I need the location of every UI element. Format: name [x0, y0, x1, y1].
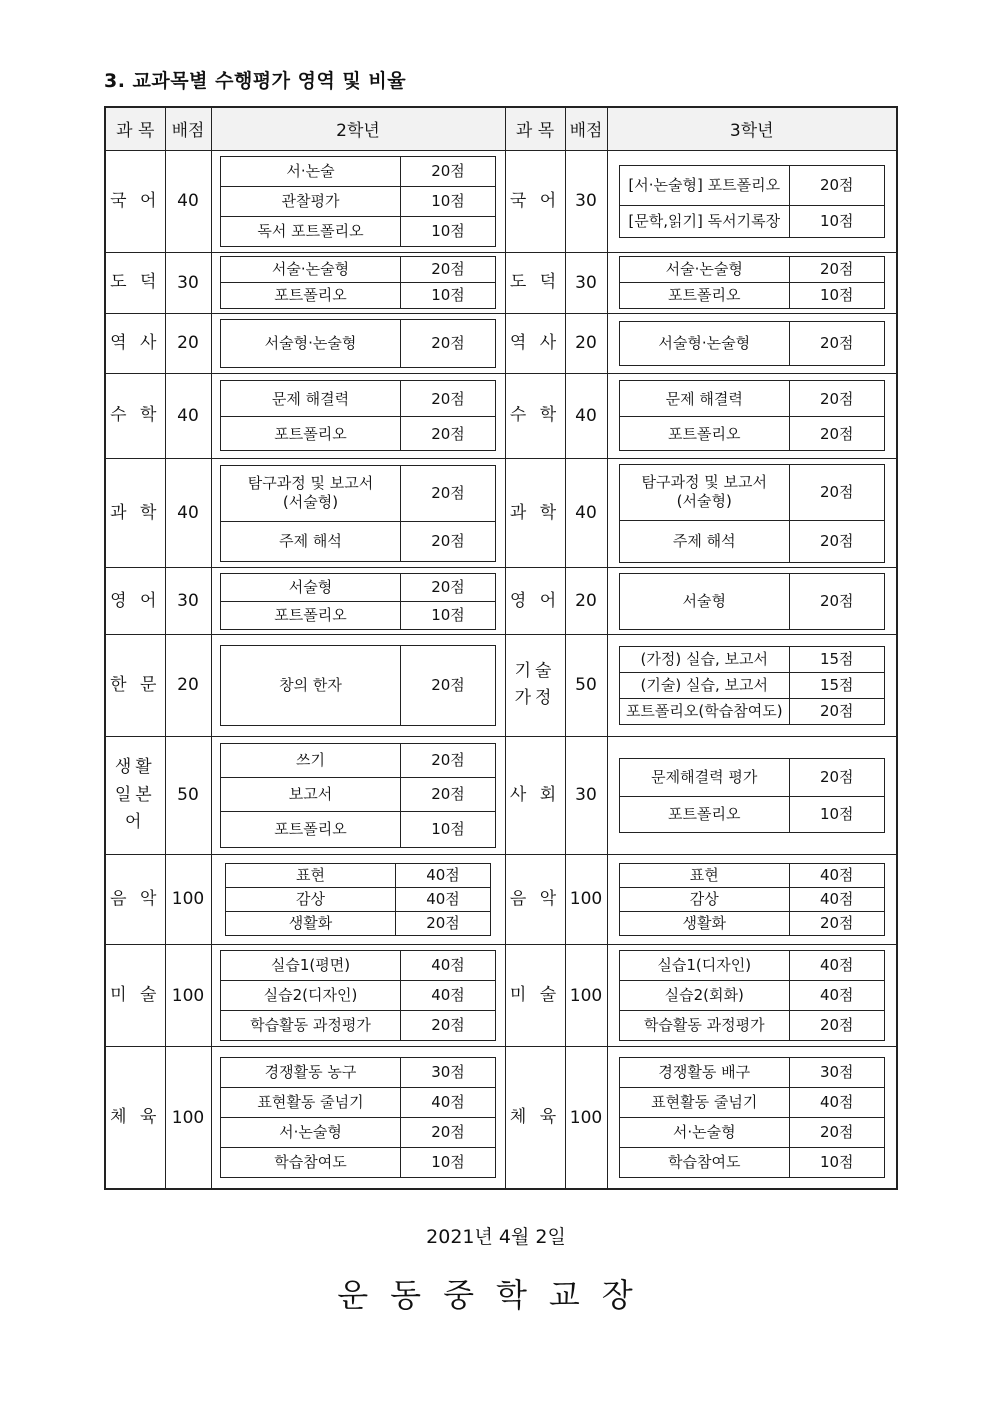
assessment-item-points: 40점 [789, 951, 884, 981]
assessment-items-table [220, 573, 496, 630]
assessment-item-points: 20점 [401, 645, 496, 725]
assessment-item-name: 포트폴리오 [221, 811, 401, 847]
subject-score-grade2: 30 [165, 252, 211, 313]
assessment-item-points: 20점 [401, 319, 496, 367]
assessment-items-cell [607, 635, 897, 736]
assessment-items-table [619, 165, 885, 238]
assessment-items-cell [607, 854, 897, 944]
assessment-items-cell [211, 150, 505, 252]
subject-name-grade3: 역 사 [505, 313, 565, 373]
assessment-item-points: 20점 [789, 698, 884, 724]
assessment-item-name: 창의 한자 [221, 645, 401, 725]
assessment-item-name: 포트폴리오(학습참여도) [619, 698, 789, 724]
assessment-item-name: 서술형 [221, 573, 401, 601]
assessment-items-cell [607, 373, 897, 458]
assessment-item-points: 20점 [401, 156, 496, 186]
header-score-3: 배점 [565, 107, 607, 150]
assessment-items-cell [211, 944, 505, 1046]
assessment-item-name: 보고서 [221, 777, 401, 811]
assessment-items-cell [607, 736, 897, 854]
assessment-item-name: 실습1(디자인) [619, 951, 789, 981]
assessment-item-name: 서술·논술형 [619, 257, 789, 283]
assessment-items-table [619, 863, 885, 936]
assessment-item-points: 20점 [789, 257, 884, 283]
subject-name-grade2: 역 사 [105, 313, 165, 373]
assessment-item-name: 서·논술형 [619, 1118, 789, 1148]
assessment-item-name: 경쟁활동 배구 [619, 1058, 789, 1088]
subject-score-grade2: 40 [165, 373, 211, 458]
assessment-items-table [619, 464, 885, 563]
assessment-items-table [619, 950, 885, 1041]
header-subject-3: 과 목 [505, 107, 565, 150]
subject-row [105, 568, 897, 635]
assessment-item-points: 20점 [401, 417, 496, 451]
subject-score-grade3: 100 [565, 854, 607, 944]
assessment-item-name: 실습1(평면) [221, 951, 401, 981]
subject-name-grade3: 수 학 [505, 373, 565, 458]
assessment-item-name: 학습참여도 [221, 1148, 401, 1178]
assessment-item-name: 탐구과정 및 보고서 (서술형) [619, 464, 789, 520]
subject-name-grade3: 영 어 [505, 568, 565, 635]
assessment-item-name: 독서 포트폴리오 [221, 216, 401, 246]
assessment-items-cell [607, 944, 897, 1046]
assessment-item-name: 서술형 [619, 573, 789, 629]
assessment-item-name: (가정) 실습, 보고서 [619, 646, 789, 672]
subject-score-grade3: 100 [565, 1047, 607, 1189]
subject-score-grade3: 40 [565, 373, 607, 458]
assessment-items-table [220, 380, 496, 451]
assessment-items-table [619, 573, 885, 630]
assessment-item-name: 주제 해석 [221, 521, 401, 561]
assessment-item-points: 30점 [789, 1058, 884, 1088]
subject-name-grade3: 미 술 [505, 944, 565, 1046]
subject-row [105, 1047, 897, 1189]
assessment-items-table [220, 950, 496, 1041]
assessment-item-name: 서술형·논술형 [221, 319, 401, 367]
assessment-item-name: 생활화 [226, 911, 396, 935]
assessment-items-table [619, 758, 885, 833]
assessment-item-name: [문학,읽기] 독서기록장 [619, 205, 789, 237]
assessment-item-points: 20점 [789, 758, 884, 796]
assessment-item-name: 생활화 [619, 911, 789, 935]
assessment-item-name: 서·논술 [221, 156, 401, 186]
assessment-item-name: 감상 [226, 887, 396, 911]
assessment-item-points: 15점 [789, 646, 884, 672]
assessment-item-name: 표현 [226, 863, 396, 887]
assessment-item-points: 20점 [789, 417, 884, 451]
assessment-items-table [619, 646, 885, 725]
assessment-items-table [220, 256, 496, 309]
header-grade3: 3학년 [607, 107, 897, 150]
assessment-item-points: 20점 [789, 520, 884, 562]
assessment-item-points: 40점 [401, 951, 496, 981]
assessment-item-name: 학습활동 과정평가 [619, 1011, 789, 1041]
subject-row [105, 150, 897, 252]
assessment-item-points: 20점 [789, 464, 884, 520]
assessment-item-points: 20점 [401, 465, 496, 521]
assessment-items-table [220, 645, 496, 726]
assessment-item-points: 10점 [789, 796, 884, 832]
assessment-items-cell [607, 1047, 897, 1189]
subject-name-grade3: 도 덕 [505, 252, 565, 313]
subject-row [105, 854, 897, 944]
assessment-item-name: 쓰기 [221, 743, 401, 777]
assessment-items-cell [211, 854, 505, 944]
assessment-item-points: 20점 [789, 321, 884, 365]
assessment-item-name: 서술·논술형 [221, 257, 401, 283]
assessment-items-cell [607, 252, 897, 313]
assessment-item-points: 20점 [789, 911, 884, 935]
assessment-item-points: 10점 [789, 205, 884, 237]
assessment-items-cell [211, 736, 505, 854]
assessment-items-table [220, 1057, 496, 1178]
subject-score-grade3: 30 [565, 252, 607, 313]
subject-name-grade2: 도 덕 [105, 252, 165, 313]
assessment-items-table [619, 321, 885, 366]
assessment-table [104, 106, 898, 1190]
assessment-item-name: 포트폴리오 [619, 796, 789, 832]
assessment-item-points: 40점 [789, 981, 884, 1011]
section-title: 3. 교과목별 수행평가 영역 및 비율 [104, 70, 407, 92]
subject-name-grade2: 영 어 [105, 568, 165, 635]
assessment-items-cell [211, 313, 505, 373]
assessment-item-name: 문제해결력 평가 [619, 758, 789, 796]
assessment-item-points: 15점 [789, 672, 884, 698]
assessment-item-name: (기술) 실습, 보고서 [619, 672, 789, 698]
subject-score-grade2: 40 [165, 150, 211, 252]
assessment-item-name: 포트폴리오 [221, 417, 401, 451]
assessment-item-points: 20점 [396, 911, 491, 935]
assessment-item-points: 10점 [401, 283, 496, 309]
assessment-item-points: 40점 [396, 887, 491, 911]
assessment-item-name: [서·논술형] 포트폴리오 [619, 165, 789, 205]
assessment-items-cell [607, 568, 897, 635]
subject-score-grade3: 20 [565, 313, 607, 373]
assessment-item-points: 20점 [401, 1011, 496, 1041]
assessment-item-name: 실습2(회화) [619, 981, 789, 1011]
assessment-items-table [220, 743, 496, 848]
assessment-item-name: 실습2(디자인) [221, 981, 401, 1011]
assessment-item-points: 10점 [789, 1148, 884, 1178]
subject-name-grade2: 수 학 [105, 373, 165, 458]
assessment-item-points: 20점 [401, 743, 496, 777]
assessment-items-table [220, 156, 496, 247]
assessment-item-points: 20점 [789, 573, 884, 629]
assessment-items-cell [211, 635, 505, 736]
assessment-item-name: 주제 해석 [619, 520, 789, 562]
assessment-item-points: 10점 [401, 811, 496, 847]
assessment-item-points: 20점 [789, 381, 884, 417]
subject-name-grade2: 생활 일본 어 [105, 736, 165, 854]
subject-name-grade2: 미 술 [105, 944, 165, 1046]
assessment-items-table [619, 1057, 885, 1178]
assessment-item-name: 학습활동 과정평가 [221, 1011, 401, 1041]
assessment-item-points: 20점 [789, 1118, 884, 1148]
assessment-item-name: 문제 해결력 [619, 381, 789, 417]
subject-name-grade2: 과 학 [105, 459, 165, 568]
assessment-item-points: 20점 [401, 777, 496, 811]
assessment-item-name: 학습참여도 [619, 1148, 789, 1178]
subject-score-grade3: 100 [565, 944, 607, 1046]
assessment-item-name: 포트폴리오 [221, 601, 401, 629]
date: 2021년 4월 2일 [426, 1226, 566, 1248]
subject-score-grade2: 100 [165, 1047, 211, 1189]
subject-row [105, 944, 897, 1046]
assessment-item-name: 탐구과정 및 보고서 (서술형) [221, 465, 401, 521]
assessment-item-points: 20점 [401, 1118, 496, 1148]
assessment-item-name: 포트폴리오 [221, 283, 401, 309]
assessment-items-table [220, 319, 496, 368]
assessment-item-name: 관찰평가 [221, 186, 401, 216]
subject-score-grade3: 30 [565, 150, 607, 252]
subject-score-grade2: 30 [165, 568, 211, 635]
assessment-item-points: 20점 [401, 381, 496, 417]
subject-score-grade2: 40 [165, 459, 211, 568]
subject-score-grade3: 40 [565, 459, 607, 568]
subject-score-grade3: 20 [565, 568, 607, 635]
subject-name-grade2: 음 악 [105, 854, 165, 944]
subject-name-grade2: 국 어 [105, 150, 165, 252]
assessment-item-name: 표현활동 줄넘기 [619, 1088, 789, 1118]
subject-score-grade2: 20 [165, 313, 211, 373]
subject-score-grade2: 100 [165, 854, 211, 944]
assessment-item-points: 10점 [789, 283, 884, 309]
assessment-items-cell [211, 459, 505, 568]
subject-row [105, 313, 897, 373]
subject-score-grade3: 50 [565, 635, 607, 736]
subject-row [105, 736, 897, 854]
subject-name-grade2: 한 문 [105, 635, 165, 736]
subject-score-grade2: 20 [165, 635, 211, 736]
assessment-items-cell [211, 373, 505, 458]
assessment-item-points: 10점 [401, 216, 496, 246]
subject-name-grade3: 사 회 [505, 736, 565, 854]
assessment-item-points: 20점 [789, 1011, 884, 1041]
assessment-item-points: 10점 [401, 186, 496, 216]
subject-row [105, 635, 897, 736]
assessment-items-cell [211, 1047, 505, 1189]
subject-score-grade3: 30 [565, 736, 607, 854]
assessment-item-points: 20점 [401, 573, 496, 601]
assessment-item-name: 서·논술형 [221, 1118, 401, 1148]
assessment-item-points: 10점 [401, 1148, 496, 1178]
subject-name-grade2: 체 육 [105, 1047, 165, 1189]
assessment-item-name: 경쟁활동 농구 [221, 1058, 401, 1088]
assessment-item-points: 30점 [401, 1058, 496, 1088]
assessment-item-name: 서술형·논술형 [619, 321, 789, 365]
assessment-item-name: 표현활동 줄넘기 [221, 1088, 401, 1118]
assessment-item-name: 감상 [619, 887, 789, 911]
assessment-item-name: 표현 [619, 863, 789, 887]
assessment-item-points: 20점 [789, 165, 884, 205]
assessment-items-cell [211, 252, 505, 313]
assessment-item-name: 문제 해결력 [221, 381, 401, 417]
assessment-item-name: 포트폴리오 [619, 417, 789, 451]
assessment-items-table [619, 256, 885, 309]
principal-signature: 운동중학교장 [337, 1276, 655, 1314]
subject-name-grade3: 국 어 [505, 150, 565, 252]
assessment-item-points: 40점 [401, 981, 496, 1011]
assessment-item-points: 10점 [401, 601, 496, 629]
subject-row [105, 373, 897, 458]
assessment-item-points: 20점 [401, 521, 496, 561]
assessment-item-points: 40점 [396, 863, 491, 887]
assessment-item-points: 40점 [789, 887, 884, 911]
assessment-items-table [225, 863, 491, 936]
subject-score-grade2: 50 [165, 736, 211, 854]
assessment-item-name: 포트폴리오 [619, 283, 789, 309]
subject-name-grade3: 과 학 [505, 459, 565, 568]
assessment-item-points: 40점 [789, 863, 884, 887]
assessment-items-cell [607, 459, 897, 568]
subject-row [105, 252, 897, 313]
subject-name-grade3: 기술 가정 [505, 635, 565, 736]
assessment-items-table [220, 465, 496, 562]
assessment-item-points: 40점 [401, 1088, 496, 1118]
header-score-2: 배점 [165, 107, 211, 150]
assessment-item-points: 40점 [789, 1088, 884, 1118]
header-grade2: 2학년 [211, 107, 505, 150]
assessment-item-points: 20점 [401, 257, 496, 283]
subject-row [105, 459, 897, 568]
assessment-items-cell [211, 568, 505, 635]
assessment-items-cell [607, 150, 897, 252]
assessment-items-table [619, 380, 885, 451]
subject-score-grade2: 100 [165, 944, 211, 1046]
header-subject-2: 과 목 [105, 107, 165, 150]
subject-name-grade3: 음 악 [505, 854, 565, 944]
assessment-items-cell [607, 313, 897, 373]
subject-name-grade3: 체 육 [505, 1047, 565, 1189]
